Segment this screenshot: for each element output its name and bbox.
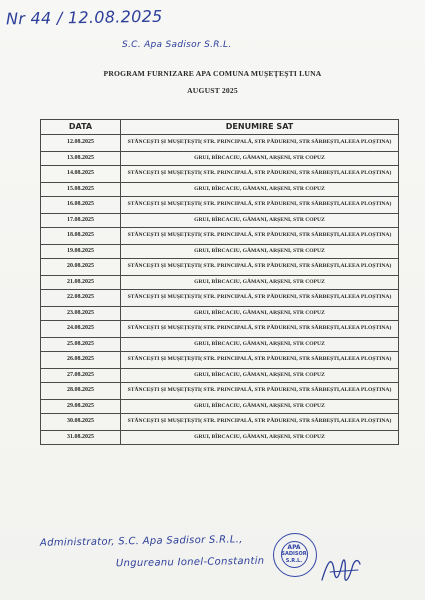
handwritten-administrator-name: Ungureanu Ionel-Constantin	[115, 555, 265, 570]
table-row	[41, 182, 399, 197]
document-title: PROGRAM FURNIZARE APA COMUNA MUȘEȚEȘTI LUNA	[103, 69, 322, 78]
row-villages: GRUI, BÎRCACIU, GĂMANI, ARȘENI, STR COPUZ	[121, 430, 399, 445]
table-row	[41, 166, 399, 183]
row-villages: GRUI, BÎRCACIU, GĂMANI, ARȘENI, STR COPUZ	[121, 182, 399, 197]
table-row	[41, 306, 399, 321]
table-row	[41, 244, 399, 259]
table-row	[41, 414, 399, 431]
row-date: 14.08.2025	[41, 166, 121, 183]
table-row	[41, 290, 399, 307]
table-row	[41, 135, 399, 152]
stamp-text-middle: SADISOR	[281, 551, 307, 557]
handwritten-administrator-line: Administrator, S.C. Apa Sadisor S.R.L.,	[39, 534, 243, 549]
stamp-text-bottom: S.R.L.	[285, 558, 303, 564]
row-date: 29.08.2025	[41, 399, 121, 414]
row-date: 20.08.2025	[41, 259, 121, 276]
row-villages: STĂNCEȘTI ȘI MUȘEȚEȘTI( STR. PRINCIPALĂ, STR PĂDURENI, STR SĂRBEȘTI,ALEEA PLOȘTINA)	[121, 383, 399, 400]
row-villages: GRUI, BÎRCACIU, GĂMANI, ARȘENI, STR COPUZ	[121, 337, 399, 352]
row-date: 25.08.2025	[41, 337, 121, 352]
row-date: 17.08.2025	[41, 213, 121, 228]
document-subtitle-month: AUGUST 2025	[187, 86, 238, 95]
table-body	[41, 135, 399, 445]
row-villages: GRUI, BÎRCACIU, GĂMANI, ARȘENI, STR COPUZ	[121, 306, 399, 321]
row-villages: GRUI, BÎRCACIU, GĂMANI, ARȘENI, STR COPUZ	[121, 399, 399, 414]
table-row	[41, 275, 399, 290]
row-villages: STĂNCEȘTI ȘI MUȘEȚEȘTI( STR. PRINCIPALĂ, STR PĂDURENI, STR SĂRBEȘTI,ALEEA PLOȘTINA)	[121, 228, 399, 245]
row-date: 24.08.2025	[41, 321, 121, 338]
company-stamp	[273, 533, 317, 577]
row-villages: STĂNCEȘTI ȘI MUȘEȚEȘTI( STR. PRINCIPALĂ, STR PĂDURENI, STR SĂRBEȘTI,ALEEA PLOȘTINA)	[121, 135, 399, 152]
row-date: 31.08.2025	[41, 430, 121, 445]
handwritten-registration-number: Nr 44 / 12.08.2025	[5, 6, 163, 29]
table-row	[41, 213, 399, 228]
row-date: 16.08.2025	[41, 197, 121, 214]
table-row	[41, 368, 399, 383]
row-villages: STĂNCEȘTI ȘI MUȘEȚEȘTI( STR. PRINCIPALĂ, STR PĂDURENI, STR SĂRBEȘTI,ALEEA PLOȘTINA)	[121, 290, 399, 307]
table-row	[41, 337, 399, 352]
row-date: 28.08.2025	[41, 383, 121, 400]
table-row	[41, 151, 399, 166]
handwritten-company-name: S.C. Apa Sadisor S.R.L.	[122, 40, 232, 50]
row-villages: STĂNCEȘTI ȘI MUȘEȚEȘTI( STR. PRINCIPALĂ, STR PĂDURENI, STR SĂRBEȘTI,ALEEA PLOȘTINA)	[121, 197, 399, 214]
row-date: 30.08.2025	[41, 414, 121, 431]
column-header-village: DENUMIRE SAT	[121, 120, 399, 135]
handwritten-signature	[318, 550, 364, 588]
table-row	[41, 228, 399, 245]
column-header-date: DATA	[41, 120, 121, 135]
row-villages: STĂNCEȘTI ȘI MUȘEȚEȘTI( STR. PRINCIPALĂ, STR PĂDURENI, STR SĂRBEȘTI,ALEEA PLOȘTINA)	[121, 352, 399, 369]
row-villages: STĂNCEȘTI ȘI MUȘEȚEȘTI( STR. PRINCIPALĂ, STR PĂDURENI, STR SĂRBEȘTI,ALEEA PLOȘTINA)	[121, 321, 399, 338]
row-date: 15.08.2025	[41, 182, 121, 197]
row-villages: GRUI, BÎRCACIU, GĂMANI, ARȘENI, STR COPUZ	[121, 244, 399, 259]
row-date: 19.08.2025	[41, 244, 121, 259]
table-row	[41, 352, 399, 369]
row-villages: STĂNCEȘTI ȘI MUȘEȚEȘTI( STR. PRINCIPALĂ, STR PĂDURENI, STR SĂRBEȘTI,ALEEA PLOȘTINA)	[121, 166, 399, 183]
row-villages: GRUI, BÎRCACIU, GĂMANI, ARȘENI, STR COPUZ	[121, 213, 399, 228]
row-date: 26.08.2025	[41, 352, 121, 369]
row-villages: GRUI, BÎRCACIU, GĂMANI, ARȘENI, STR COPUZ	[121, 275, 399, 290]
row-date: 18.08.2025	[41, 228, 121, 245]
row-villages: GRUI, BÎRCACIU, GĂMANI, ARȘENI, STR COPUZ	[121, 151, 399, 166]
table-header-row	[41, 120, 399, 135]
table-row	[41, 430, 399, 445]
row-date: 21.08.2025	[41, 275, 121, 290]
table-row	[41, 399, 399, 414]
row-villages: STĂNCEȘTI ȘI MUȘEȚEȘTI( STR. PRINCIPALĂ, STR PĂDURENI, STR SĂRBEȘTI,ALEEA PLOȘTINA)	[121, 259, 399, 276]
water-supply-schedule-table	[40, 119, 399, 445]
row-villages: STĂNCEȘTI ȘI MUȘEȚEȘTI( STR. PRINCIPALĂ, STR PĂDURENI, STR SĂRBEȘTI,ALEEA PLOȘTINA)	[121, 414, 399, 431]
table-row	[41, 197, 399, 214]
row-date: 12.08.2025	[41, 135, 121, 152]
row-villages: GRUI, BÎRCACIU, GĂMANI, ARȘENI, STR COPUZ	[121, 368, 399, 383]
stamp-text-top: APA	[287, 544, 301, 551]
row-date: 27.08.2025	[41, 368, 121, 383]
table-row	[41, 383, 399, 400]
row-date: 22.08.2025	[41, 290, 121, 307]
row-date: 23.08.2025	[41, 306, 121, 321]
row-date: 13.08.2025	[41, 151, 121, 166]
table-row	[41, 259, 399, 276]
table-row	[41, 321, 399, 338]
